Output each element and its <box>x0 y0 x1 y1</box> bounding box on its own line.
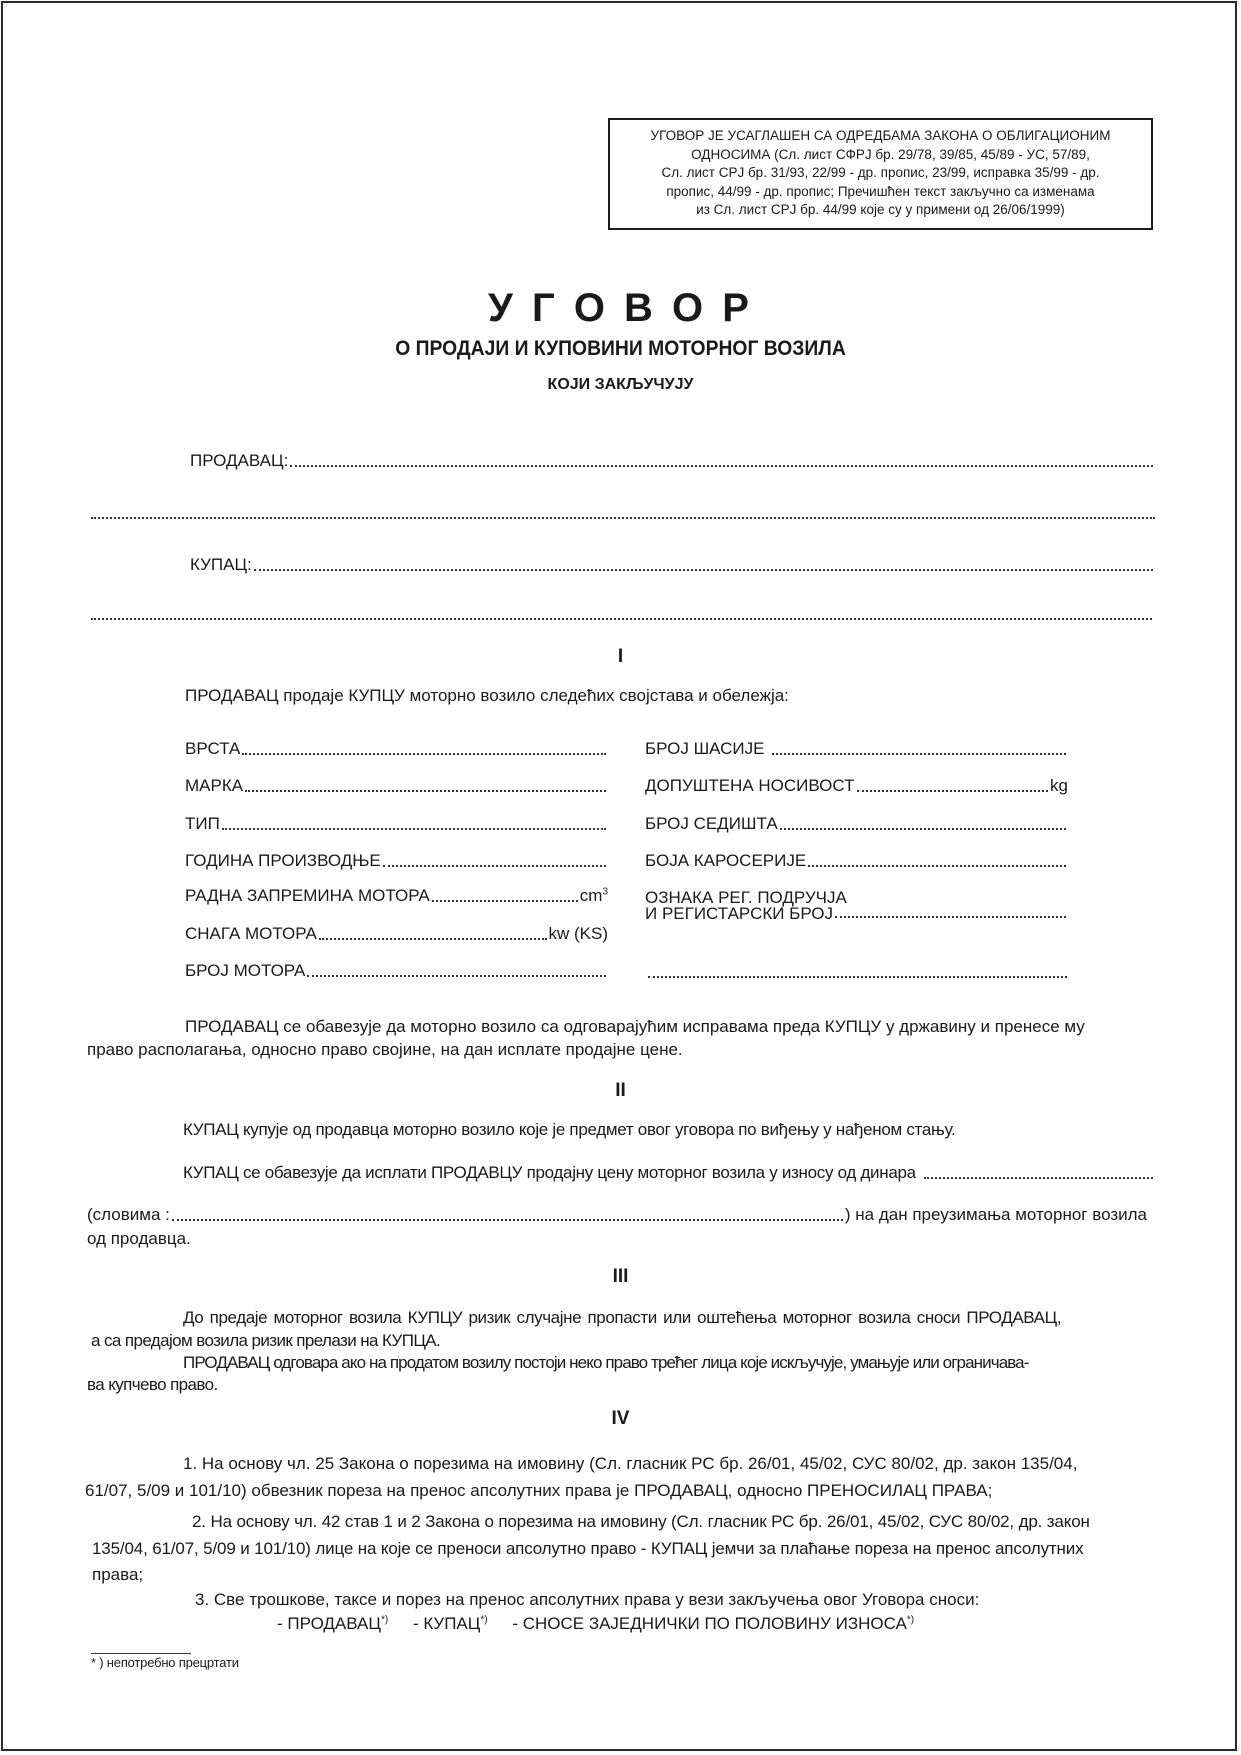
section1-obligation-line1: ПРОДАВАЦ се обавезује да моторно возило са одговарајућим исправама преда КУПЦУ у државину и пренесе му <box>185 1017 1085 1036</box>
field-dotted-line[interactable] <box>383 865 606 867</box>
field-label: БРОЈ ШАСИЈЕ <box>645 739 765 758</box>
document-title: У Г О В О Р <box>488 286 753 330</box>
section4-item1-line2: 61/07, 5/09 и 101/10) обвезник пореза на пренос апсолутних права је ПРОДАВАЦ, односно ПРЕНОСИЛАЦ ПРАВА; <box>85 1481 993 1500</box>
field-label: И РЕГИСТАРСКИ БРОЈ <box>645 904 834 923</box>
field-nosivost[interactable] <box>645 776 1068 796</box>
price-field[interactable] <box>183 1163 1155 1183</box>
section4-item3: 3. Све трошкове, таксе и порез на пренос апсолутних права у вези закључења овог Уговора сноси: <box>195 1590 980 1609</box>
option-seller[interactable] <box>277 1614 388 1633</box>
registration-continuation-line[interactable] <box>648 976 1067 978</box>
field-label: БРОЈ СЕДИШТА <box>645 814 778 833</box>
field-zapremina[interactable] <box>185 886 608 906</box>
seller-label: ПРОДАВАЦ: <box>190 451 289 470</box>
unit-text: cm <box>579 886 603 905</box>
section3-line2: а са предајом возила ризик прелази на КУПЦА. <box>91 1331 441 1350</box>
section3-line1: До предаје моторног возила КУПЦУ ризик случајне пропасти или оштећења моторног возила сноси ПРОДАВАЦ, <box>183 1308 1062 1327</box>
field-label: ДОПУШТЕНА НОСИВОСТ <box>645 776 855 795</box>
price-label: КУПАЦ се обавезује да исплати ПРОДАВЦУ продајну цену моторног возила у износу од динара <box>183 1163 916 1182</box>
field-label: МАРКА <box>185 776 244 795</box>
field-unit <box>580 886 608 906</box>
field-label-line1: ОЗНАКА РЕГ. ПОДРУЧЈА <box>645 888 847 907</box>
field-dotted-line[interactable] <box>432 900 578 902</box>
legal-notice-line: пропис, 44/99 - др. пропис; Пречишћен текст закључно са изменама <box>666 183 1095 199</box>
field-dotted-line[interactable] <box>245 790 606 792</box>
field-vrsta[interactable] <box>185 739 608 759</box>
legal-notice-line: из Сл. лист СРЈ бр. 44/99 које су у примени од 26/06/1999) <box>696 202 1065 217</box>
field-label: ГОДИНА ПРОИЗВОДЊЕ <box>185 851 381 870</box>
buyer-label: КУПАЦ: <box>190 555 252 574</box>
field-dotted-line[interactable] <box>242 753 606 755</box>
section2-paragraph1: КУПАЦ купује од продавца моторно возило које је предмет овог уговора по виђењу у нађеном стању. <box>183 1120 956 1139</box>
field-broj-motora[interactable] <box>185 961 608 981</box>
buyer-dotted-line[interactable] <box>254 569 1153 571</box>
field-label: СНАГА МОТОРА <box>185 924 317 943</box>
price-in-words-field[interactable] <box>87 1205 1147 1225</box>
unit-superscript: 3 <box>602 886 608 898</box>
field-dotted-line[interactable] <box>780 828 1066 830</box>
footnote-mark: *) <box>380 1614 389 1626</box>
price-dotted-line[interactable] <box>924 1177 1153 1179</box>
section4-item1-line1: 1. На основу чл. 25 Закона о порезима на имовину (Сл. гласник РС бр. 26/01, 45/02, СУС 80/02, др. закон 135/04, <box>183 1454 1078 1473</box>
section4-item2-line1: 2. На основу чл. 42 став 1 и 2 Закона о порезима на имовину (Сл. гласник РС бр. 26/01, 45/02, СУС 80/02, др. закон <box>192 1512 1090 1531</box>
option-shared[interactable] <box>512 1614 914 1633</box>
field-unit: kw (KS) <box>548 924 608 943</box>
section4-item2-line3: права; <box>92 1565 144 1584</box>
legal-notice-line: УГОВОР ЈЕ УСАГЛАШЕН СА ОДРЕДБАМА ЗАКОНА О ОБЛИГАЦИОНИМ <box>650 128 1111 143</box>
field-snaga[interactable] <box>185 924 608 944</box>
seller-dotted-line[interactable] <box>290 465 1153 467</box>
field-godina[interactable] <box>185 851 608 871</box>
field-dotted-line[interactable] <box>772 753 1066 755</box>
field-dotted-line[interactable] <box>857 790 1049 792</box>
field-broj-sedista[interactable] <box>645 814 1068 834</box>
in-words-suffix: ) на дан преузимања моторног возила <box>844 1205 1147 1224</box>
section1-obligation-line2: право располагања, односно право својине, на дан исплате продајне цене. <box>87 1040 683 1059</box>
cost-bearer-options <box>277 1614 914 1634</box>
field-label: РАДНА ЗАПРЕМИНА МОТОРА <box>185 886 430 905</box>
field-label: БРОЈ МОТОРА <box>185 961 306 980</box>
document-subtitle: О ПРОДАЈИ И КУПОВИНИ МОТОРНОГ ВОЗИЛА <box>395 337 846 360</box>
field-registarski-broj[interactable] <box>645 905 1068 922</box>
section3-line4: ва купчево право. <box>87 1375 218 1394</box>
section-number-3: III <box>612 1266 629 1287</box>
section-number-1: I <box>617 646 624 667</box>
field-dotted-line[interactable] <box>835 916 1066 918</box>
field-label: ВРСТА <box>185 739 241 758</box>
section-number-4: IV <box>611 1408 630 1429</box>
seller-continuation-line[interactable] <box>91 517 1155 519</box>
field-label: БОЈА КАРОСЕРИЈЕ <box>645 851 807 870</box>
option-label: - КУПАЦ <box>412 1614 481 1633</box>
legal-notice-line: Сл. лист СРЈ бр. 31/93, 22/99 - др. пропис, 23/99, исправка 35/99 - др. <box>661 165 1100 180</box>
field-marka[interactable] <box>185 776 608 796</box>
field-boja[interactable] <box>645 851 1068 871</box>
field-dotted-line[interactable] <box>307 975 606 977</box>
field-tip[interactable] <box>185 814 608 834</box>
field-dotted-line[interactable] <box>808 865 1066 867</box>
field-unit: kg <box>1050 776 1068 795</box>
in-words-dotted-line[interactable] <box>172 1219 843 1221</box>
section2-paragraph3-line2: од продавца. <box>87 1229 191 1248</box>
footnote-rule <box>91 1653 191 1654</box>
buyer-field[interactable] <box>190 555 1155 575</box>
section-number-2: II <box>615 1080 626 1101</box>
footnote-mark: *) <box>480 1614 488 1626</box>
section4-item2-line2: 135/04, 61/07, 5/09 и 101/10) лице на које се преноси апсолутно право - КУПАЦ јемчи за плаћање пореза на пренос апсолутних <box>92 1539 1084 1558</box>
section1-intro: ПРОДАВАЦ продаје КУПЦУ моторно возило следећих својстава и обележја: <box>185 686 789 705</box>
in-words-label: (словима : <box>87 1205 170 1224</box>
field-dotted-line[interactable] <box>222 828 606 830</box>
option-label: - ПРОДАВАЦ <box>277 1614 381 1633</box>
field-label: ТИП <box>185 814 220 833</box>
option-buyer[interactable] <box>413 1614 488 1633</box>
legal-notice-box <box>608 118 1153 230</box>
field-dotted-line[interactable] <box>319 938 547 940</box>
seller-field[interactable] <box>190 451 1155 471</box>
legal-notice-line: ОДНОСИМА (Сл. лист СФРЈ бр. 29/78, 39/85, 45/89 - УС, 57/89, <box>691 146 1090 162</box>
field-broj-sasije[interactable] <box>645 739 1068 759</box>
section3-line3: ПРОДАВАЦ одговара ако на продатом возилу постоји неко право трећег лица које искључује, умањује или ограничава- <box>183 1353 1029 1372</box>
document-subtitle-2: КОЈИ ЗАКЉУЧУЈУ <box>547 376 694 393</box>
footnote-text: * ) непотребно прецртати <box>91 1655 239 1670</box>
footnote-mark: *) <box>906 1614 915 1626</box>
buyer-continuation-line[interactable] <box>91 618 1152 620</box>
option-label: - СНОСЕ ЗАЈЕДНИЧКИ ПО ПОЛОВИНУ ИЗНОСА <box>512 1614 907 1633</box>
